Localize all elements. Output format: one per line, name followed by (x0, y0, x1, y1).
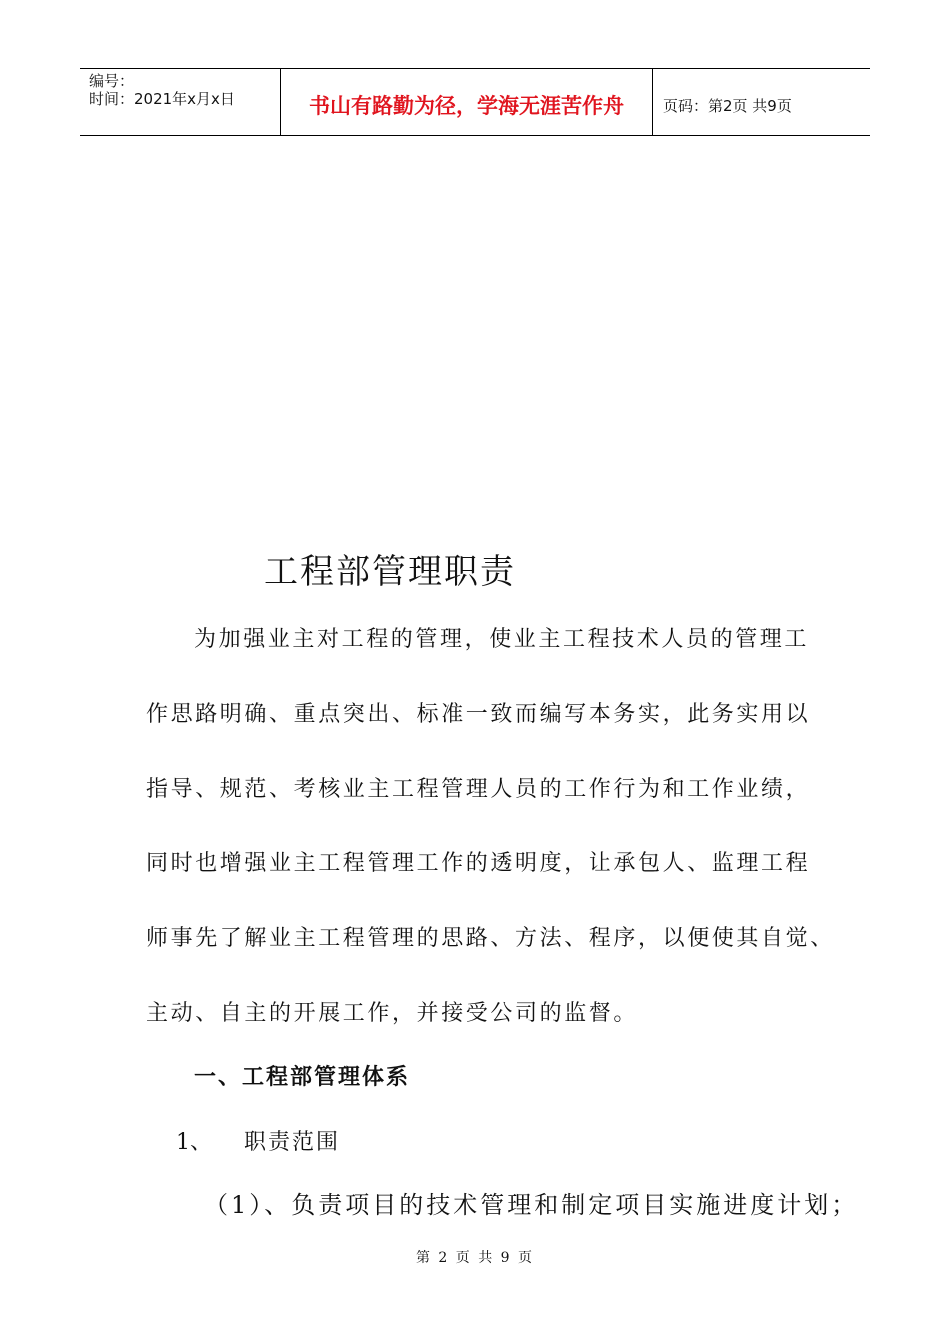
page-footer: 第 2 页 共 9 页 (415, 1250, 535, 1266)
subsection-label: 职责范围 (244, 1130, 341, 1155)
intro-line-4: 同时也增强业主工程管理工作的透明度，让承包人、监理工程 (146, 851, 811, 876)
intro-line-6: 主动、自主的开展工作，并接受公司的监督。 (146, 1001, 639, 1026)
list-item: （1）、负责项目的技术管理和制定项目实施进度计划； (204, 1191, 859, 1219)
subsection-heading (176, 1125, 341, 1156)
document-title: 工程部管理职责 (264, 552, 516, 592)
header-meta (80, 69, 281, 135)
header-motto: 书山有路勤为径，学海无涯苦作舟 (281, 69, 653, 135)
time-label: 时间：2021年x月x日 (89, 90, 235, 108)
header-page-label: 页码：第2页 共9页 (663, 96, 792, 115)
intro-line-2: 作思路明确、重点突出、标准一致而编写本务实，此务实用以 (146, 702, 811, 727)
intro-line-1: 为加强业主对工程的管理，使业主工程技术人员的管理工 (194, 627, 810, 652)
section-heading: 一、工程部管理体系 (194, 1065, 411, 1090)
intro-line-3: 指导、规范、考核业主工程管理人员的工作行为和工作业绩， (146, 777, 811, 802)
subsection-number: 1、 (176, 1130, 212, 1155)
intro-line-5: 师事先了解业主工程管理的思路、方法、程序，以便使其自觉、 (146, 926, 835, 951)
page-header (80, 68, 870, 136)
number-label: 编号： (89, 72, 135, 90)
